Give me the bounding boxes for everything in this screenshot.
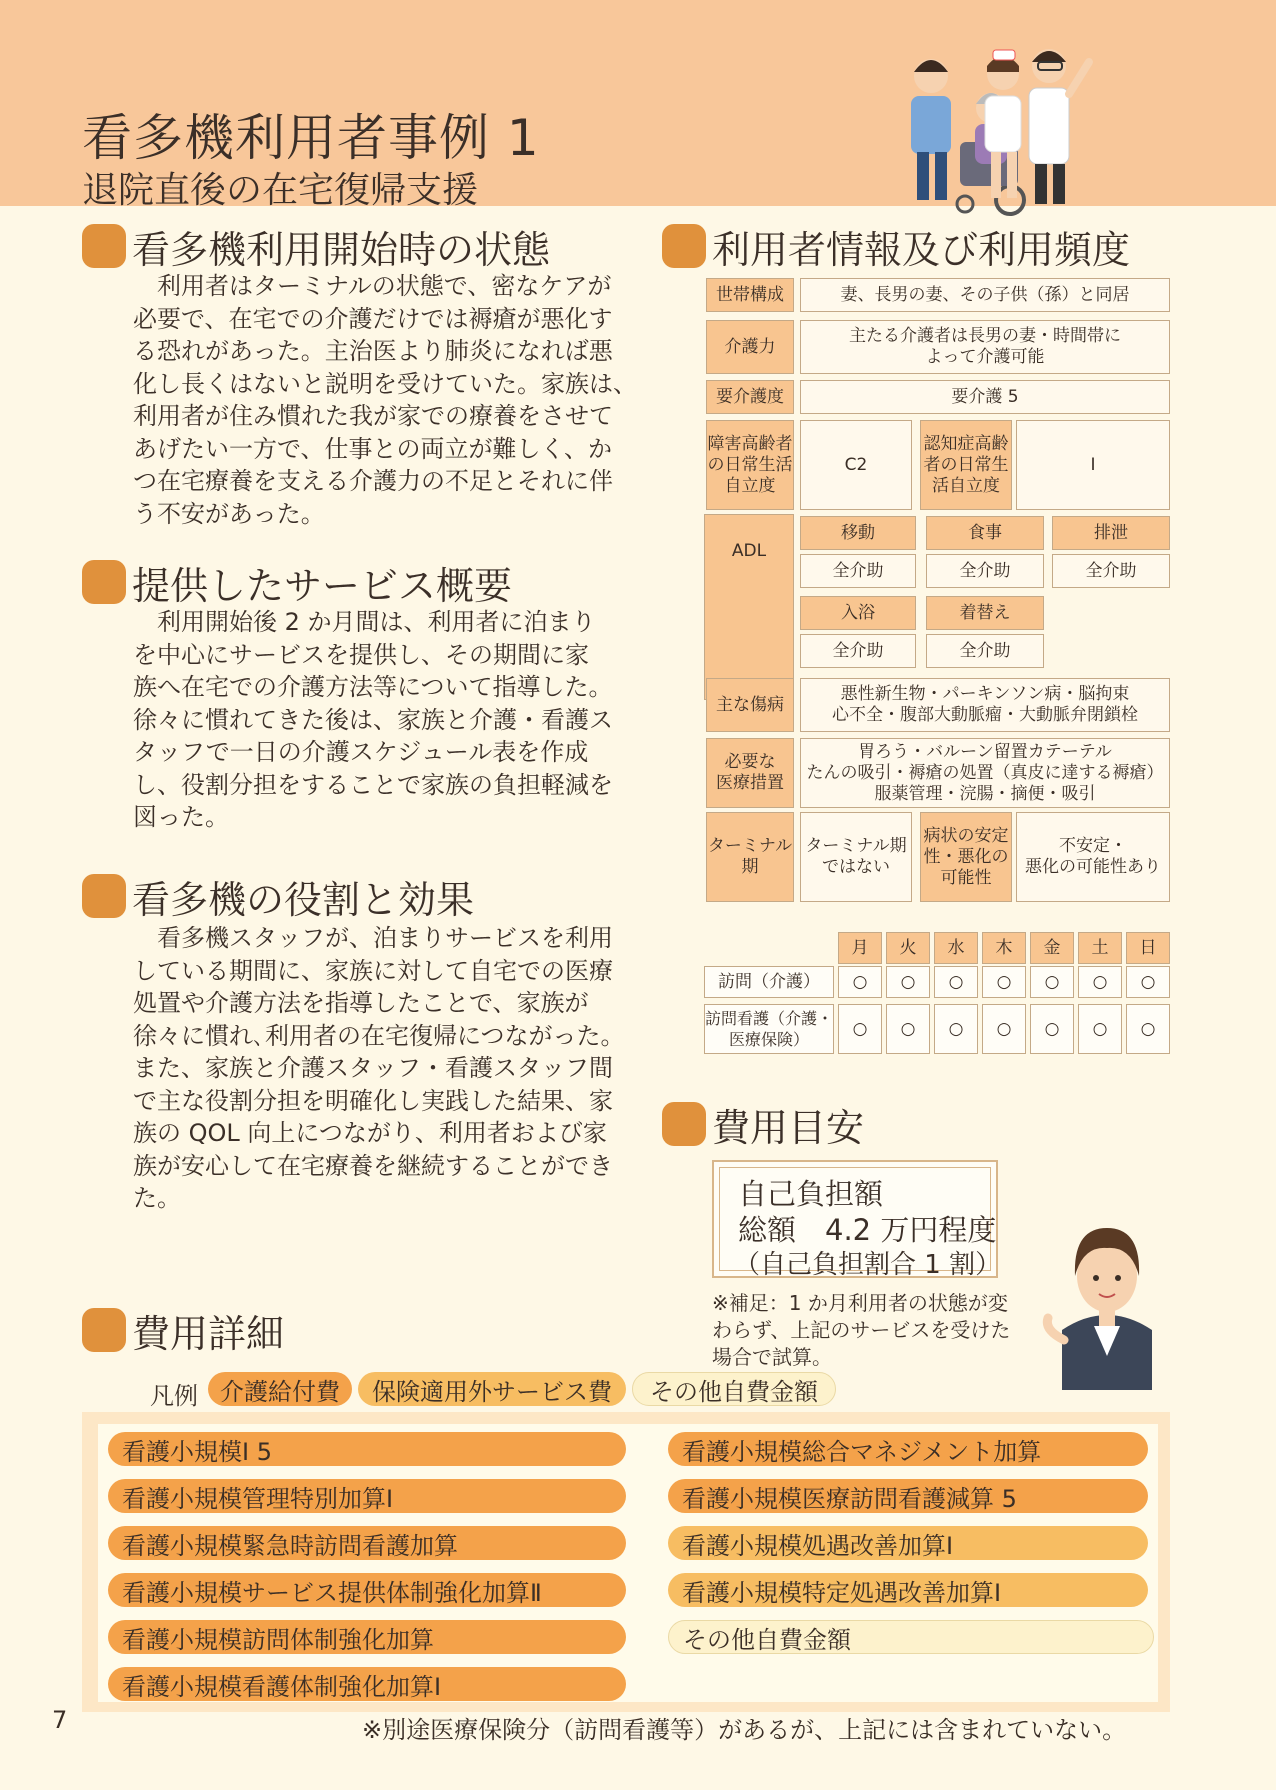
section-heading-details: 費用詳細 xyxy=(82,1302,284,1358)
cost-total: 総額 4.2 万円程度 xyxy=(738,1213,997,1247)
legend-other-self-pay: その他自費金額 xyxy=(632,1372,836,1406)
care-staff-illustration xyxy=(905,44,1125,216)
medical-label: 必要な 医療措置 xyxy=(706,738,794,808)
schedule-mark: ○ xyxy=(934,1004,978,1054)
adl-toilet-value: 全介助 xyxy=(1052,554,1170,588)
adl-move-value: 全介助 xyxy=(800,554,916,588)
disability-value: C2 xyxy=(800,420,912,510)
schedule-mark: ○ xyxy=(982,1004,1026,1054)
disease-label: 主な傷病 xyxy=(706,678,794,732)
adl-bath-label: 入浴 xyxy=(800,596,916,630)
detail-item: 看護小規模訪問体制強化加算 xyxy=(108,1620,626,1654)
status-paragraph: 利用者はターミナルの状態で、密なケアが 必要で、在宅での介護だけでは褥瘡が悪化す る恐れがあった。主治医より肺炎になれば悪 化し長くはないと説明を受けていた。家族は、 利用者が住み慣れた我が家での療養をさせて あげたい一方で、仕事との両立が難しく、か つ在宅療養を支える介護力の不足とそれに伴 う不安があった。 xyxy=(133,272,637,528)
service-paragraph: 利用開始後 2 か月間は、利用者に泊まり を中心にサービスを提供し、その期間に家 族へ在宅での介護方法等について指導した。 徐々に慣れてきた後は、家族と介護・看護ス タッフで一日の介護スケジュール表を作成 し、役割分担をすることで家族の負担軽減を 図った。 xyxy=(133,608,613,831)
schedule-mark: ○ xyxy=(1078,1004,1122,1054)
section-heading-service: 提供したサービス概要 xyxy=(82,554,512,610)
section-heading-status: 看多機利用開始時の状態 xyxy=(82,218,550,274)
stability-value: 不安定・ 悪化の可能性あり xyxy=(1016,812,1170,902)
day-wed: 水 xyxy=(934,932,978,964)
terminal-label: ターミナル 期 xyxy=(706,812,794,902)
schedule-row-label: 訪問（介護） xyxy=(704,966,834,998)
detail-item: 看護小規模特定処遇改善加算Ⅰ xyxy=(668,1573,1148,1607)
schedule-mark: ○ xyxy=(886,1004,930,1054)
day-sun: 日 xyxy=(1126,932,1170,964)
schedule-mark: ○ xyxy=(1030,966,1074,998)
detail-item: その他自費金額 xyxy=(668,1620,1154,1654)
role-paragraph: 看多機スタッフが、泊まりサービスを利用 している期間に、家族に対して自宅での医療 処置や介護方法を指導したことで、家族が 徐々に慣れ､利用者の在宅復帰につながった。 また、家族と介護スタッフ・看護スタッフ間 で主な役割分担を明確化し実践した結果、家 族の QOL 向上につながり、利用者および家 族が安心して在宅療養を継続することができ た。 xyxy=(133,924,625,1212)
section-heading-info: 利用者情報及び利用頻度 xyxy=(662,218,1130,274)
page-number: 7 xyxy=(52,1706,68,1734)
adl-bath-value: 全介助 xyxy=(800,634,916,668)
section-heading-role: 看多機の役割と効果 xyxy=(82,868,474,924)
cost-box xyxy=(712,1160,1002,1280)
medical-value: 胃ろう・バルーン留置カテーテル たんの吸引・褥瘡の処置（真皮に達する褥瘡） 服薬管理・浣腸・摘便・吸引 xyxy=(800,738,1170,808)
heading-bullet xyxy=(82,560,126,604)
detail-item: 看護小規模処遇改善加算Ⅰ xyxy=(668,1526,1148,1560)
stability-label: 病状の安定 性・悪化の 可能性 xyxy=(920,812,1012,902)
detail-item: 看護小規模管理特別加算Ⅰ xyxy=(108,1479,626,1513)
level-value: 要介護 5 xyxy=(800,380,1170,414)
schedule-mark: ○ xyxy=(886,966,930,998)
adl-label: ADL xyxy=(704,514,794,700)
dementia-value: Ⅰ xyxy=(1016,420,1170,510)
schedule-row-label: 訪問看護（介護・ 医療保険） xyxy=(704,1004,834,1054)
detail-item: 看護小規模総合マネジメント加算 xyxy=(668,1432,1148,1466)
schedule-mark: ○ xyxy=(1078,966,1122,998)
day-sat: 土 xyxy=(1078,932,1122,964)
day-mon: 月 xyxy=(838,932,882,964)
heading-bullet xyxy=(82,224,126,268)
legend-outside-insurance: 保険適用外サービス費 xyxy=(358,1372,626,1406)
detail-item: 看護小規模医療訪問看護減算 5 xyxy=(668,1479,1148,1513)
legend-care-benefit: 介護給付費 xyxy=(208,1372,352,1406)
cost-ratio: （自己負担割合 1 割） xyxy=(734,1250,1002,1280)
terminal-value: ターミナル期 ではない xyxy=(800,812,912,902)
page-title: 看多機利用者事例 1 xyxy=(82,109,540,167)
schedule-mark: ○ xyxy=(982,966,1026,998)
day-thu: 木 xyxy=(982,932,1026,964)
section-heading-cost: 費用目安 xyxy=(662,1096,864,1152)
care-label: 介護力 xyxy=(706,320,794,374)
detail-item: 看護小規模サービス提供体制強化加算Ⅱ xyxy=(108,1573,626,1607)
detail-item: 看護小規模看護体制強化加算Ⅰ xyxy=(108,1667,626,1701)
disease-value: 悪性新生物・パーキンソン病・脳拘束 心不全・腹部大動脈瘤・大動脈弁閉鎖栓 xyxy=(800,678,1170,732)
schedule-mark: ○ xyxy=(934,966,978,998)
schedule-mark: ○ xyxy=(838,1004,882,1054)
dementia-label: 認知症高齢 者の日常生 活自立度 xyxy=(920,420,1012,510)
schedule-mark: ○ xyxy=(838,966,882,998)
day-tue: 火 xyxy=(886,932,930,964)
schedule-mark: ○ xyxy=(1126,1004,1170,1054)
adl-toilet-label: 排泄 xyxy=(1052,516,1170,550)
footer-note: ※別途医療保険分（訪問看護等）があるが、上記には含まれていない。 xyxy=(362,1716,1127,1744)
page-subtitle: 退院直後の在宅復帰支援 xyxy=(82,170,479,211)
adl-eat-value: 全介助 xyxy=(926,554,1044,588)
consultant-illustration xyxy=(1042,1210,1172,1390)
cost-note: ※補足：1 か月利用者の状態が変 わらず、上記のサービスを受けた 場合で試算。 xyxy=(712,1291,1011,1369)
schedule-mark: ○ xyxy=(1030,1004,1074,1054)
legend-label: 凡例 xyxy=(150,1382,198,1410)
cost-label: 自己負担額 xyxy=(738,1177,884,1211)
heading-bullet xyxy=(662,1102,706,1146)
disability-label: 障害高齢者 の日常生活 自立度 xyxy=(706,420,794,510)
heading-bullet xyxy=(82,874,126,918)
household-label: 世帯構成 xyxy=(706,278,794,312)
schedule-mark: ○ xyxy=(1126,966,1170,998)
detail-item: 看護小規模Ⅰ 5 xyxy=(108,1432,626,1466)
adl-dress-label: 着替え xyxy=(926,596,1044,630)
adl-move-label: 移動 xyxy=(800,516,916,550)
household-value: 妻、長男の妻、その子供（孫）と同居 xyxy=(800,278,1170,312)
heading-bullet xyxy=(662,224,706,268)
heading-bullet xyxy=(82,1308,126,1352)
care-value: 主たる介護者は長男の妻・時間帯に よって介護可能 xyxy=(800,320,1170,374)
adl-dress-value: 全介助 xyxy=(926,634,1044,668)
level-label: 要介護度 xyxy=(706,380,794,414)
adl-eat-label: 食事 xyxy=(926,516,1044,550)
day-fri: 金 xyxy=(1030,932,1074,964)
detail-item: 看護小規模緊急時訪問看護加算 xyxy=(108,1526,626,1560)
